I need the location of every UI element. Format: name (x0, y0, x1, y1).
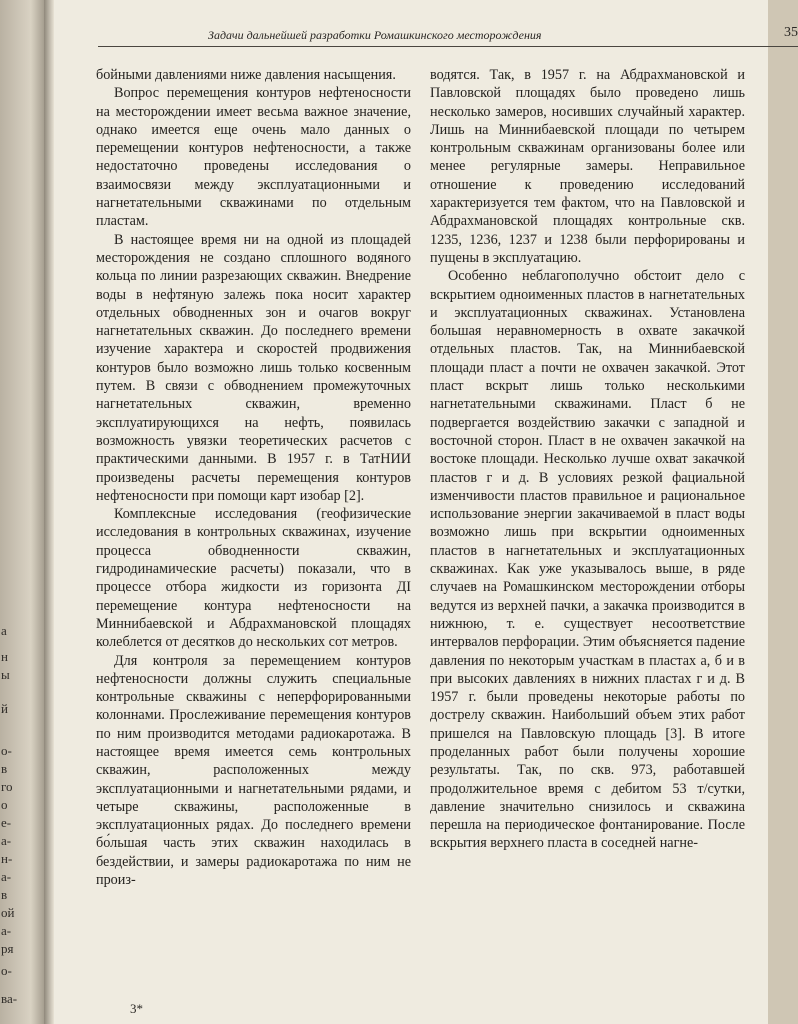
adjacent-page-fragment: н- (1, 851, 13, 866)
adjacent-page-fragment: ой (1, 905, 15, 920)
paragraph: В настоящее время ни на одной из площадей месторождения не создано сплошного водяного кольца по линии разрезающих скважин. Внедрение воды в нефтяную залежь пока носит характер отдельных обводненных зон и очагов вокруг нагнетательных скважин. До последнего времени изучение характера и скоростей продвижения контуров было возможно лишь только косвенным путем. В связи с обводнением промежуточных нагнетательных скважин, временно эксплуатирующихся на нефть, появилась возможность увязки теоретических расчетов с практическими данными. В 1957 г. в ТатНИИ произведены расчеты перемещения контуров нефтеносности при помощи карт изобар [2]. (96, 231, 411, 504)
adjacent-page-fragment: в (1, 761, 8, 776)
adjacent-page-fragment: а- (1, 869, 12, 884)
adjacent-page-fragment: а- (1, 923, 12, 938)
paragraph: Для контроля за перемещением контуров нефтеносности должны служить специальные контрольные скважины с неперфорированными колоннами. Прослеживание перемещения контуров по ним производится методами радиокаротажа. В настоящее время имеется семь контрольных скважин, расположенных между эксплуатационными и нагнетательными рядами, и четыре скважины, расположенные в эксплуатационных рядах. До последнего времени бо́льшая часть этих скважин находилась в бездействии, и замеры радиокаротажа по ним не произ- (96, 652, 411, 889)
adjacent-page-fragment: й (1, 701, 8, 716)
book-page (54, 0, 798, 1024)
adjacent-page-fragment: о- (1, 963, 12, 978)
right-column (430, 66, 745, 853)
paragraph: Комплексные исследования (геофизические исследования в контрольных скважинах, изучение процесса обводненности скважин, гидродинамические расчеты) показали, что в процессе отбора жидкости из горизонта ДI перемещение контура нефтеносности на Миннибаевской и Абдрахмановской площадях колеблется от десятков до нескольких сот метров. (96, 506, 411, 651)
left-column (96, 66, 411, 889)
adjacent-page-fragment: а- (1, 833, 12, 848)
paragraph: Особенно неблагополучно обстоит дело с вскрытием одноименных пластов в нагнетательных и эксплуатационных скважинах. Установлена большая неравномерность в охвате закачкой отдельных пластов. Так, на Миннибаевской площади пласт а почти не охвачен закачкой. Этот пласт вскрыт лишь только несколькими нагнетательными скважинами. Пласт б не подвергается воздействию закачки с западной и восточной сторон. Пласт в не охвачен закачкой на востоке площади. Несколько лучше охват закачкой пластов г и д. В условиях резкой фациальной изменчивости пластов правильное и рациональное использование энергии закачиваемой в пласт воды возможно лишь при вскрытии одноименных пластов в нагнетательных и эксплуатационных скважинах. Как уже указывалось выше, в ряде случаев на Ромашкинском месторождении отборы ведутся из верхней пачки, а закачка производится в нижнюю, т. е. существует несоответствие интервалов перфорации. Этим объясняется падение давления по некоторым участкам в пластах а, б и в при высоких давлениях в нижних пластах г и д. В 1957 г. были проведены некоторые работы по дострелу скважин. Наибольший объем этих работ пришелся на Павловскую площадь [3]. В итоге проделанных работ были получены хорошие результаты. Так, по скв. 973, работавшей продолжительное время с дебитом 53 т/сутки, давление значительно снизилось и скважина перешла на периодическое фонтанирование. После вскрытия верхнего пласта в соседней нагне- (430, 268, 745, 852)
adjacent-page-fragment: в (1, 887, 8, 902)
adjacent-page-fragment: ря (1, 941, 14, 956)
adjacent-page-fragment: го (1, 779, 13, 794)
adjacent-page-fragment: о (1, 797, 8, 812)
paragraph: бойными давлениями ниже давления насыщения. (96, 67, 396, 83)
signature-mark: 3* (130, 1001, 143, 1016)
adjacent-page-fragment: о- (1, 743, 12, 758)
adjacent-page-edge (0, 0, 44, 1024)
paragraph: водятся. Так, в 1957 г. на Абдрахмановской и Павловской площадях было проведено лишь несколько замеров, носивших случайный характер. Лишь на Миннибаевской площади по четырем контрольным скважинам организованы более или менее регулярные замеры. Неправильное отношение к проведению исследований характеризуется тем фактом, что на Павловской и Абдрахмановской площадях контрольные скв. 1235, 1236, 1237 и 1238 были перфорированы и пущены в эксплуатацию. (430, 67, 745, 266)
running-title: Задачи дальнейшей разработки Ромашкинского месторождения (208, 28, 542, 42)
page-number: 35 (784, 25, 798, 40)
adjacent-page-fragment: ы (1, 667, 10, 682)
book-spine (44, 0, 54, 1024)
adjacent-page-fragment: ва- (1, 991, 18, 1006)
adjacent-page-fragment: е- (1, 815, 12, 830)
paragraph: Вопрос перемещения контуров нефтеносности на месторождении имеет весьма важное значение, однако имеется еще очень мало данных о перемещении контуров нефтеносности, а также недостаточно проведены исследования о взаимосвязи между эксплуатационными и нагнетательными скважинами по отдельным пластам. (96, 85, 411, 230)
adjacent-page-fragment: а (1, 623, 7, 638)
adjacent-page-fragment: н (1, 649, 8, 664)
running-header (98, 22, 798, 47)
